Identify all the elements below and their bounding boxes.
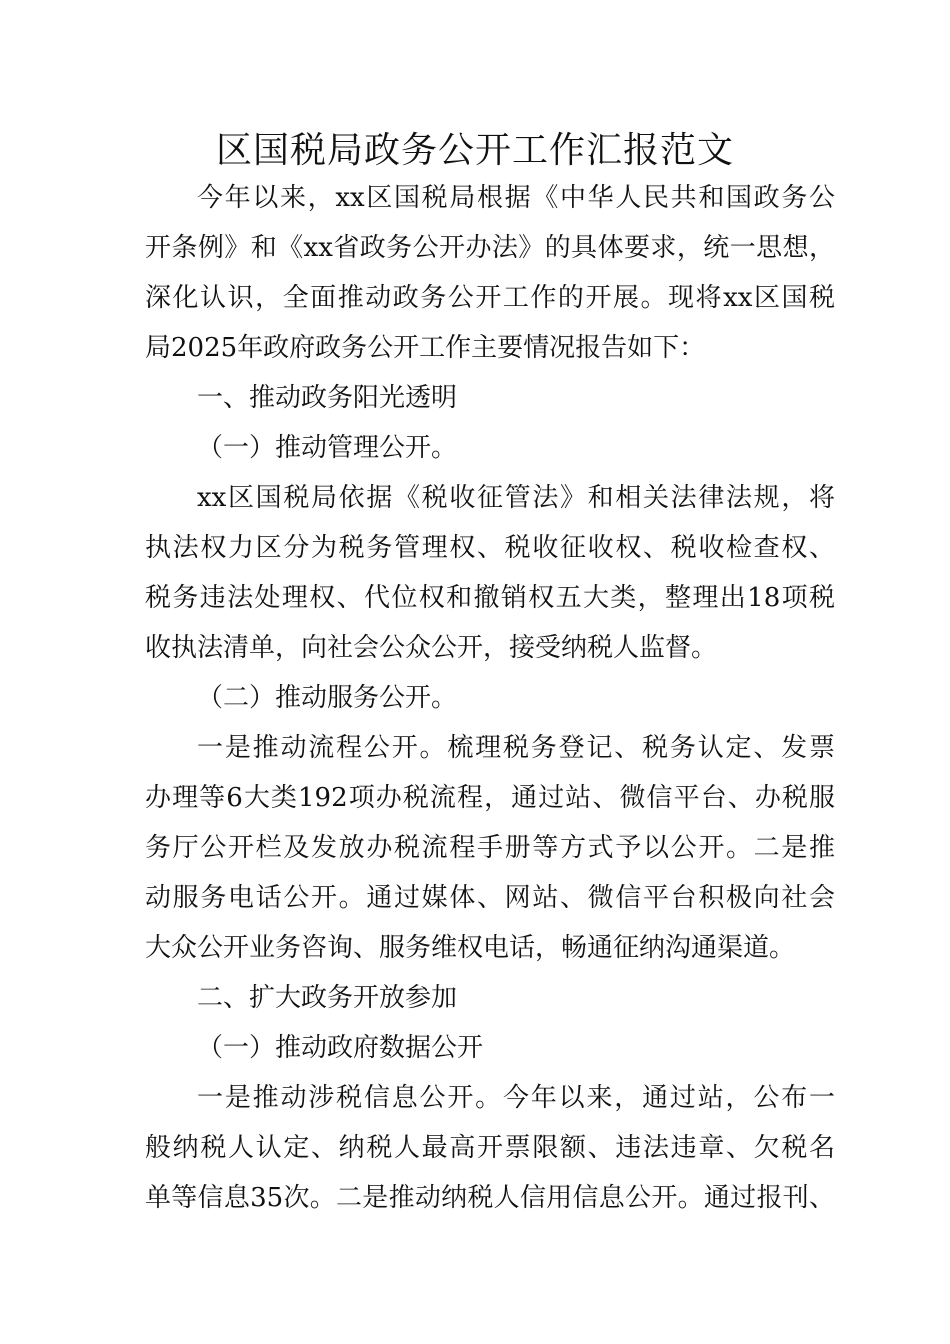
- paragraph-line: 税务违法处理权、代位权和撤销权五大类，整理出18项税: [145, 583, 835, 613]
- paragraph-line: 动服务电话公开。通过媒体、网站、微信平台积极向社会: [145, 883, 835, 913]
- paragraph-line: 开条例》和《xx省政务公开办法》的具体要求，统一思想，: [145, 233, 835, 263]
- paragraph-line: 深化认识，全面推动政务公开工作的开展。现将xx区国税: [145, 283, 835, 313]
- paragraph-line: 收执法清单，向社会公众公开，接受纳税人监督。: [145, 633, 718, 663]
- section-heading: 二、扩大政务开放参加: [197, 983, 458, 1013]
- subsection-heading: （二）推动服务公开。: [197, 683, 458, 713]
- section-heading: 一、推动政务阳光透明: [197, 383, 458, 413]
- document-title: 区国税局政务公开工作汇报范文: [215, 130, 734, 171]
- paragraph-line: 办理等6大类192项办税流程，通过站、微信平台、办税服: [145, 783, 835, 813]
- subsection-heading: （一）推动管理公开。: [197, 433, 458, 463]
- paragraph-line: 局2025年政府政务公开工作主要情况报告如下：: [145, 333, 706, 363]
- paragraph-line: xx区国税局依据《税收征管法》和相关法律法规，将: [197, 483, 835, 513]
- paragraph-line: 一是推动流程公开。梳理税务登记、税务认定、发票: [197, 733, 835, 763]
- paragraph-line: 般纳税人认定、纳税人最高开票限额、违法违章、欠税名: [145, 1133, 835, 1163]
- paragraph-line: 执法权力区分为税务管理权、税收征收权、税收检查权、: [145, 533, 835, 563]
- paragraph-line: 今年以来，xx区国税局根据《中华人民共和国政务公: [197, 183, 835, 213]
- paragraph-line: 单等信息35次。二是推动纳税人信用信息公开。通过报刊、: [145, 1183, 835, 1213]
- paragraph-line: 一是推动涉税信息公开。今年以来，通过站，公布一: [197, 1083, 835, 1113]
- paragraph-line: 务厅公开栏及发放办税流程手册等方式予以公开。二是推: [145, 833, 835, 863]
- subsection-heading: （一）推动政府数据公开: [197, 1033, 484, 1063]
- paragraph-line: 大众公开业务咨询、服务维权电话，畅通征纳沟通渠道。: [145, 933, 796, 963]
